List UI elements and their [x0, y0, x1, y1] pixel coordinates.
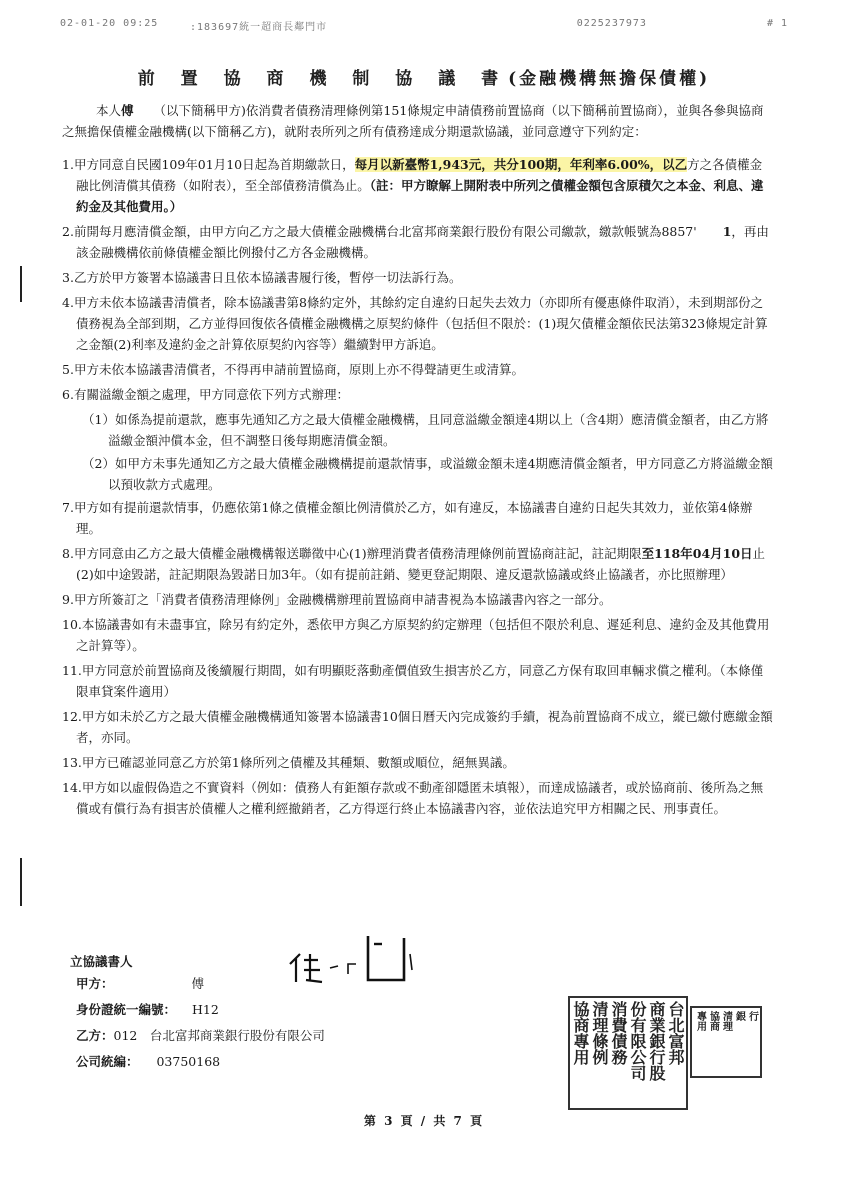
- title-sub: (金融機構無擔保債權): [508, 69, 711, 89]
- page-footer: 第 3 頁 / 共 7 頁: [363, 1114, 485, 1128]
- fax-number: 0225237973: [576, 18, 647, 29]
- clause-6-item-1: （1）如係為提前還款，應事先通知乙方之最大債權金融機構，且同意溢繳金額達4期以上（含4期）應清償金額者，由乙方將溢繳金額沖償本金，但不調整日後每期應清償金額。: [82, 412, 769, 448]
- representative-seal: 行 銀 清理 協商 專用: [690, 1006, 762, 1078]
- clause-8: 8.甲方同意由乙方之最大債權金融機構報送聯徵中心(1)辦理消費者債務清理條例前置協商註記，註記期限至118年04月10日止(2)如中途毀諾，註記期限為毀諾日加3年。（如有提前註銷、變更登記期限、違反還款協議或終止協議者，亦比照辦理）: [62, 546, 766, 582]
- bank-seal: [568, 996, 688, 1110]
- title-main: 前 置 協 商 機 制 協 議 書: [137, 69, 509, 89]
- clause-4: 4.甲方未依本協議書清償者，除本協議書第8條約定外，其餘約定自違約日起失去效力（亦即所有優惠條件取消），未到期部份之債務視為全部到期，乙方並得回復依各債權金融機構之原契約條件（包括但不限於：(1)現欠債權金額依民法第323條規定計算之金額(2)利率及違約金之計算依原契約內容等）繼續對甲方訴追。: [62, 295, 768, 352]
- clause-11: 11.甲方同意於前置協商及後續履行期間，如有明顯貶落動產價值致生損害於乙方，同意乙方保有取回車輛求償之權利。（本條僅限車貸案件適用）: [62, 663, 764, 699]
- clause-7: 7.甲方如有提前還款情事，仍應依第1條之債權金額比例清償於乙方，如有違反，本協議書自違約日起失其效力，並依第4條辦理。: [62, 500, 753, 536]
- party-b-bank: 012 台北富邦商業銀行股份有限公司: [113, 1028, 325, 1043]
- document-title: [0, 64, 848, 89]
- account-tail: 1: [722, 224, 732, 239]
- clause-1-note: （註：甲方瞭解上開附表中所列之債權金額包含原積欠之本金、利息、違約金及其他費用。）: [76, 178, 764, 214]
- clause-13: 13.甲方已確認並同意乙方於第1條所列之債權及其種類、數額或順位，絕無異議。: [62, 755, 515, 770]
- clause-3: 3.乙方於甲方簽署本協議書日且依本協議書履行後，暫停一切法訴行為。: [62, 270, 462, 285]
- party-name: 傅: [121, 103, 134, 118]
- fax-header: [60, 18, 788, 33]
- intro-text: （以下簡稱甲方)依消費者債務清理條例第151條規定申請債務前置協商（以下簡稱前置協商），並與各參與協商之無擔保債權金融機構(以下簡稱乙方)，就附表所列之所有債務達成分期還款協議，並同意遵守下列約定：: [62, 103, 764, 139]
- seal-text: 商業銀行股: [647, 1001, 666, 1081]
- seal-text: 消費債務: [609, 1001, 628, 1065]
- fax-sender: :183697統一超商長鄰門市: [190, 22, 328, 33]
- party-a-row: 甲方： 傅: [76, 976, 204, 991]
- seal-text: 協商專用: [571, 1001, 590, 1065]
- seal-text: 清理條例: [590, 1001, 609, 1065]
- intro-paragraph: [62, 100, 774, 142]
- registration-deadline: 至118年04月10日: [641, 546, 753, 561]
- fax-page-marker: # 1: [766, 18, 788, 29]
- payment-terms-highlight: 每月以新臺幣1,943元，共分100期，年利率6.00%，以乙: [354, 157, 688, 172]
- clause-6-item-2: （2）如甲方未事先通知乙方之最大債權金融機構提前還款情事，或溢繳金額未達4期應清償金額者，甲方同意乙方將溢繳金額以預收款方式處理。: [82, 456, 773, 492]
- company-id: 03750168: [156, 1054, 221, 1069]
- margin-mark: [20, 266, 22, 302]
- signatories-heading: 立協議書人: [70, 954, 133, 969]
- party-a-name: 傅: [191, 976, 204, 991]
- seal-text: 台北富邦: [666, 1001, 685, 1065]
- clause-14: 14.甲方如以虛假偽造之不實資料（例如：債務人有鉅額存款或不動產卻隱匿未填報），而達成協議者，或於協商前、後所為之無償或有償行為有損害於債權人之權利經撤銷者，乙方得逕行終止本協議書內容，並依法追究甲方相關之民、刑事責任。: [62, 780, 764, 816]
- intro-lead: 本人: [96, 103, 122, 118]
- clause-9: 9.甲方所簽訂之「消費者債務清理條例」金融機構辦理前置協商申請書視為本協議書內容之一部分。: [62, 592, 612, 607]
- clause-2: 2.前開每月應清償金額，由甲方向乙方之最大債權金融機構台北富邦商業銀行股份有限公司繳款，繳款帳號為8857' 1，再由該金融機構依前條債權金額比例撥付乙方各金融機構。: [62, 224, 769, 260]
- clause-6: 6.有關溢繳金額之處理，甲方同意依下列方式辦理：: [62, 387, 349, 402]
- margin-mark: [20, 858, 22, 906]
- clause-1: 1.甲方同意自民國109年01月10日起為首期繳款日，每月以新臺幣1,943元，共分100期，年利率6.00%，以乙方之各債權金融比例清償其債務（如附表），至全部債務清償為止。（註：甲方瞭解上開附表中所列之債權金額包含原積欠之本金、利息、違約金及其他費用。）: [62, 157, 764, 214]
- id-number: H12: [191, 1002, 219, 1017]
- company-id-row: 公司統編： 03750168: [76, 1054, 221, 1069]
- clause-10: 10.本協議書如有未盡事宜，除另有約定外，悉依甲方與乙方原契約約定辦理（包括但不限於利息、遲延利息、違約金及其他費用之計算等）。: [62, 617, 770, 653]
- seal-text: 份有限公司: [628, 1001, 647, 1081]
- handwritten-signature: [282, 930, 422, 990]
- clause-12: 12.甲方如未於乙方之最大債權金融機構通知簽署本協議書10個日曆天內完成簽約手續，視為前置協商不成立，縱已繳付應繳金額者，亦同。: [62, 709, 773, 745]
- agreement-body: [62, 100, 774, 823]
- party-b-row: 乙方：012 台北富邦商業銀行股份有限公司: [76, 1028, 325, 1043]
- clause-5: 5.甲方未依本協議書清償者，不得再申請前置協商，原則上亦不得聲請更生或清算。: [62, 362, 524, 377]
- id-number-row: 身份證統一編號： H12: [76, 1002, 219, 1017]
- fax-datetime: 02-01-20 09:25: [60, 18, 159, 29]
